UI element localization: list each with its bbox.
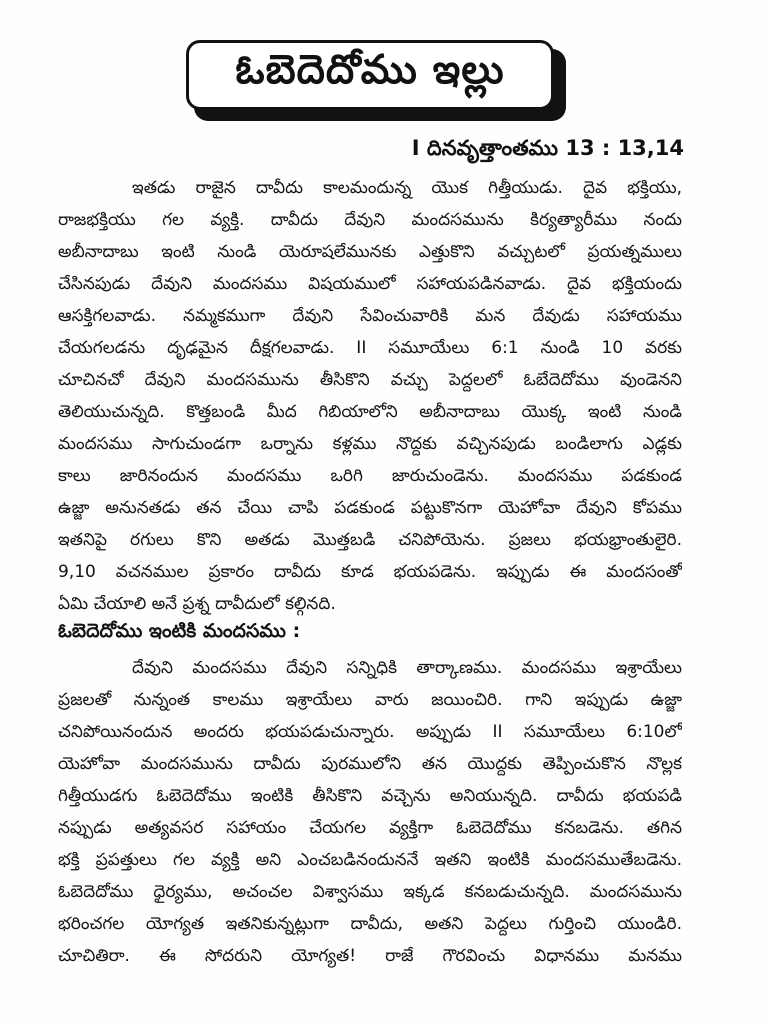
title-banner xyxy=(186,40,572,124)
text-line: దేవుని మందసము దేవుని సన్నిధికి తార్కాణము. మందసము ఇశ్రాయేలు xyxy=(132,658,682,678)
text-line: ఓబెదెదోము ధైర్యము, అచంచల విశ్వాసము ఇక్కడ కనబడుచున్నది. మందసమును xyxy=(58,882,682,902)
text-line: ప్రజలతో నున్నంత కాలము ఇశ్రాయేలు వారు జయించిరి. గాని ఇప్పుడు ఉజ్జా xyxy=(58,690,682,710)
text-line: ఇతనిపై రగులు కొని అతడు మొత్తబడి చనిపోయెను. ప్రజలు భయభ్రాంతులైరి. xyxy=(58,530,682,550)
text-line: ఇతడు రాజైన దావీదు కాలమందున్న యొక గిత్తీయుడు. దైవ భక్తియు, xyxy=(132,178,682,198)
title-box xyxy=(186,40,554,110)
text-line: కాలు జారినందున మందసము ఒరిగి జారుచుండెను. మందసము పడకుండ xyxy=(58,466,682,486)
paragraph-intro xyxy=(58,172,682,620)
text-line: భక్తి ప్రపత్తులు గల వ్యక్తి అని ఎంచబడినందుననే ఇతని ఇంటికి మందసముతేబడెను. xyxy=(58,850,682,870)
text-line: చేసినపుడు దేవుని మందసము విషయములో సహాయపడినవాడు. దైవ భక్తియందు xyxy=(58,274,682,294)
text-line: యెహోవా మందసమును దావీదు పురములోని తన యొద్దకు తెప్పించుకొన నొల్లక xyxy=(58,754,682,774)
text-line: 9,10 వచనముల ప్రకారం దావీదు కూడ భయపడెను. ఇప్పుడు ఈ మందసంతో xyxy=(58,562,682,582)
text-line: గిత్తీయుడగు ఓబెదెదోము ఇంటికి తీసికొని వచ్చెను అనియున్నది. దావీదు భయపడి xyxy=(58,786,682,806)
text-line: రాజభక్తియు గల వ్యక్తి. దావీదు దేవుని మందసమును కిర్యత్యారీము నందు xyxy=(58,210,682,230)
text-line: అబీనాదాబు ఇంటి నుండి యెరూషలేమునకు ఎత్తుకొని వచ్చుటలో ప్రయత్నములు xyxy=(58,242,682,262)
text-line: మందసము సాగుచుండగా ఒర్నాను కళ్లము నొద్దకు వచ్చినపుడు బండిలాగు ఎడ్లకు xyxy=(58,434,682,454)
text-line: నప్పుడు అత్యవసర సహాయం చేయగల వ్యక్తిగా ఓబెదెదోము కనబడెను. తగిన xyxy=(58,818,682,838)
text-line: చేయగలడను దృఢమైన దీక్షగలవాడు. II సమూయేలు 6:1 నుండి 10 వరకు xyxy=(58,338,682,358)
page-title: ఓబెదెదోము ఇల్లు xyxy=(235,47,505,93)
text-line: ఉజ్జా అనునతడు తన చేయి చాపి పడకుండ పట్టుకొనగా యెహోవా దేవుని కోపము xyxy=(58,498,682,518)
scripture-reference: I దినవృత్తాంతము 13 : 13,14 xyxy=(411,136,684,160)
text-line: చనిపోయినందున అందరు భయపడుచున్నారు. అప్పుడు II సమూయేలు 6:10లో xyxy=(58,722,682,742)
section-heading: ఓబెదెదోము ఇంటికి మందసము : xyxy=(58,620,301,642)
text-line: చూచినచో దేవుని మందసమును తీసికొని వచ్చు పెద్దలలో ఓబేదెదోము వుండెనని xyxy=(58,370,682,390)
text-line: తెలియుచున్నది. కొత్తబండి మీద గిబియాలోని అబీనాదాబు యొక్క ఇంటి నుండి xyxy=(58,402,682,422)
text-line: చూచితిరా. ఈ సోదరుని యోగ్యత! రాజే గౌరవించు విధానము మనము xyxy=(58,946,682,966)
text-line: ఏమి చేయాలి అనే ప్రశ్న దావీదులో కల్గినది. xyxy=(58,594,336,614)
text-line: భరించగల యోగ్యత ఇతనికున్నట్లుగా దావీదు, అతని పెద్దలు గుర్తించి యుండిరి. xyxy=(58,914,682,934)
text-line: ఆసక్తిగలవాడు. నమ్మకముగా దేవుని సేవించువారికి మన దేవుడు సహాయము xyxy=(58,306,682,326)
paragraph-ark-at-home xyxy=(58,652,682,972)
